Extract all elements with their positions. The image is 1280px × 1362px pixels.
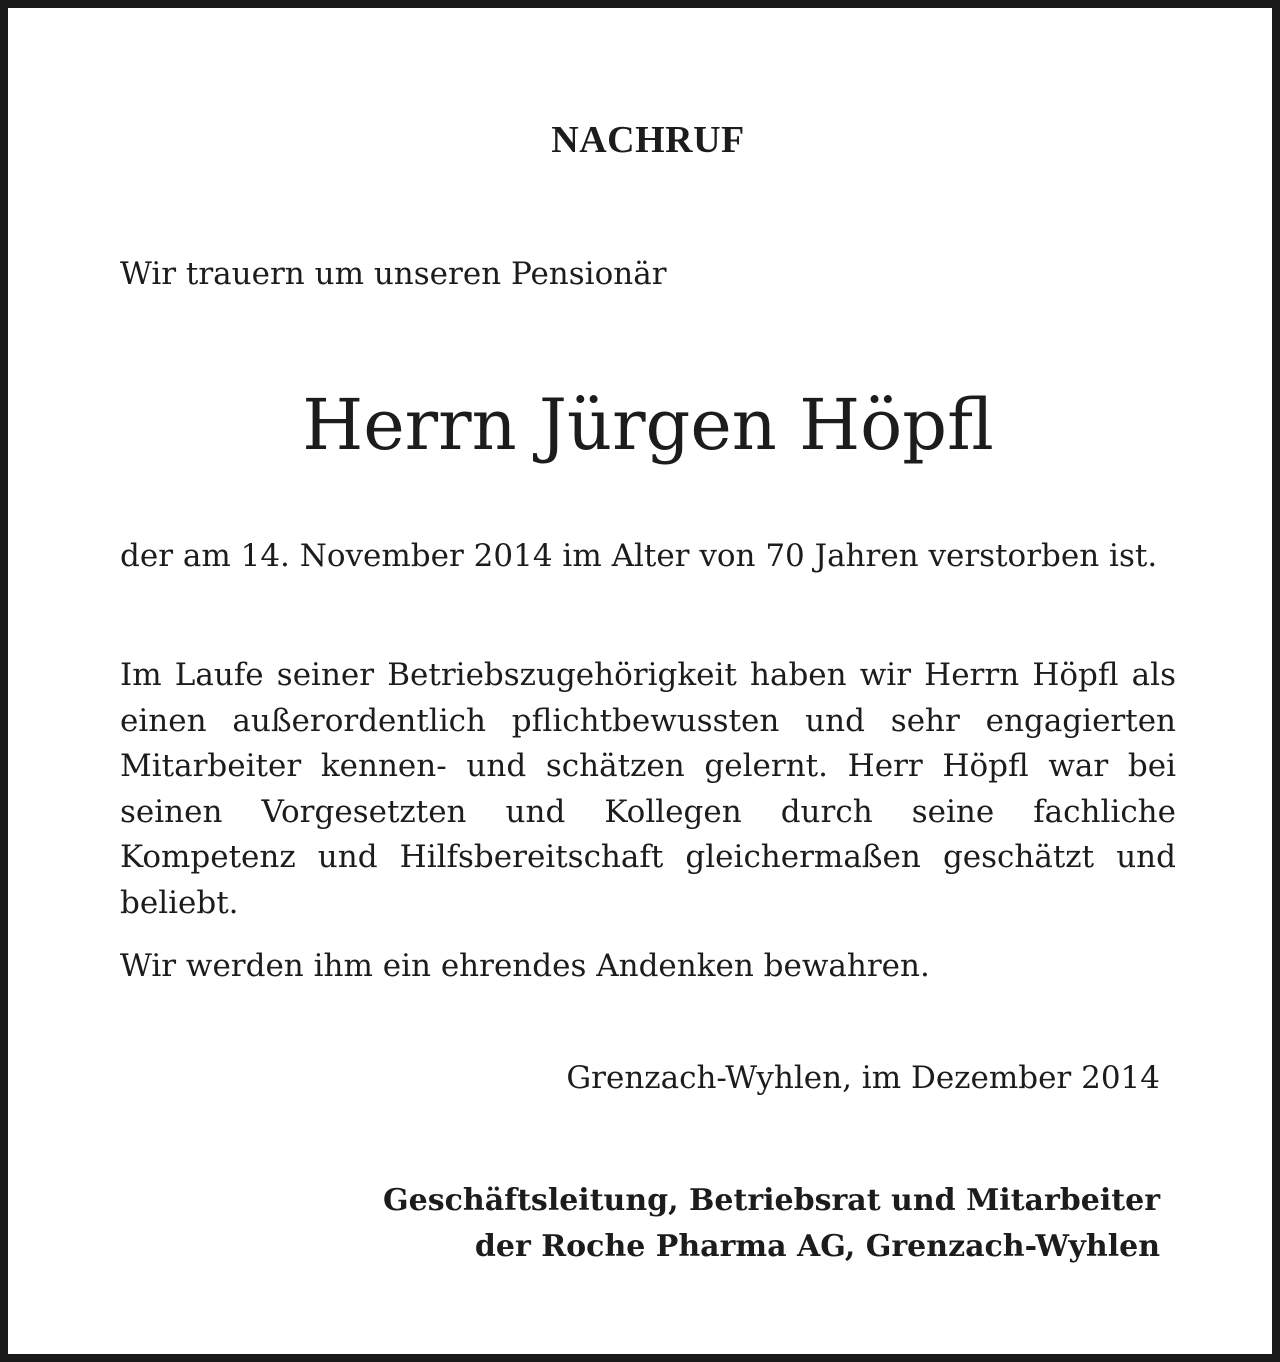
death-date-line: der am 14. November 2014 im Alter von 70 Jahren verstorben ist. <box>120 538 1158 574</box>
place-date-line: Grenzach-Wyhlen, im Dezember 2014 <box>566 1060 1160 1096</box>
obituary-heading: NACHRUF <box>551 119 745 161</box>
signature-block <box>383 1178 1160 1270</box>
deceased-name: Herrn Jürgen Höpfl <box>302 384 994 466</box>
intro-line: Wir trauern um unseren Pensionär <box>120 256 667 292</box>
memory-line: Wir werden ihm ein ehrendes Andenken bewahren. <box>120 948 930 984</box>
signature-line-2: der Roche Pharma AG, Grenzach-Wyhlen <box>474 1229 1160 1264</box>
tribute-paragraph: Im Laufe seiner Betriebszugehörigkeit haben wir Herrn Höpfl als einen außerordentlich pflichtbewussten und sehr engagierten Mitarbeiter kennen- und schätzen gelernt. Herr Höpfl war bei seinen Vorgesetzten und Kollegen durch seine fachliche Kompetenz und Hilfsbereitschaft gleichermaßen geschätzt und beliebt. <box>120 657 1176 921</box>
signature-line-1: Geschäftsleitung, Betriebsrat und Mitarbeiter <box>383 1183 1160 1218</box>
